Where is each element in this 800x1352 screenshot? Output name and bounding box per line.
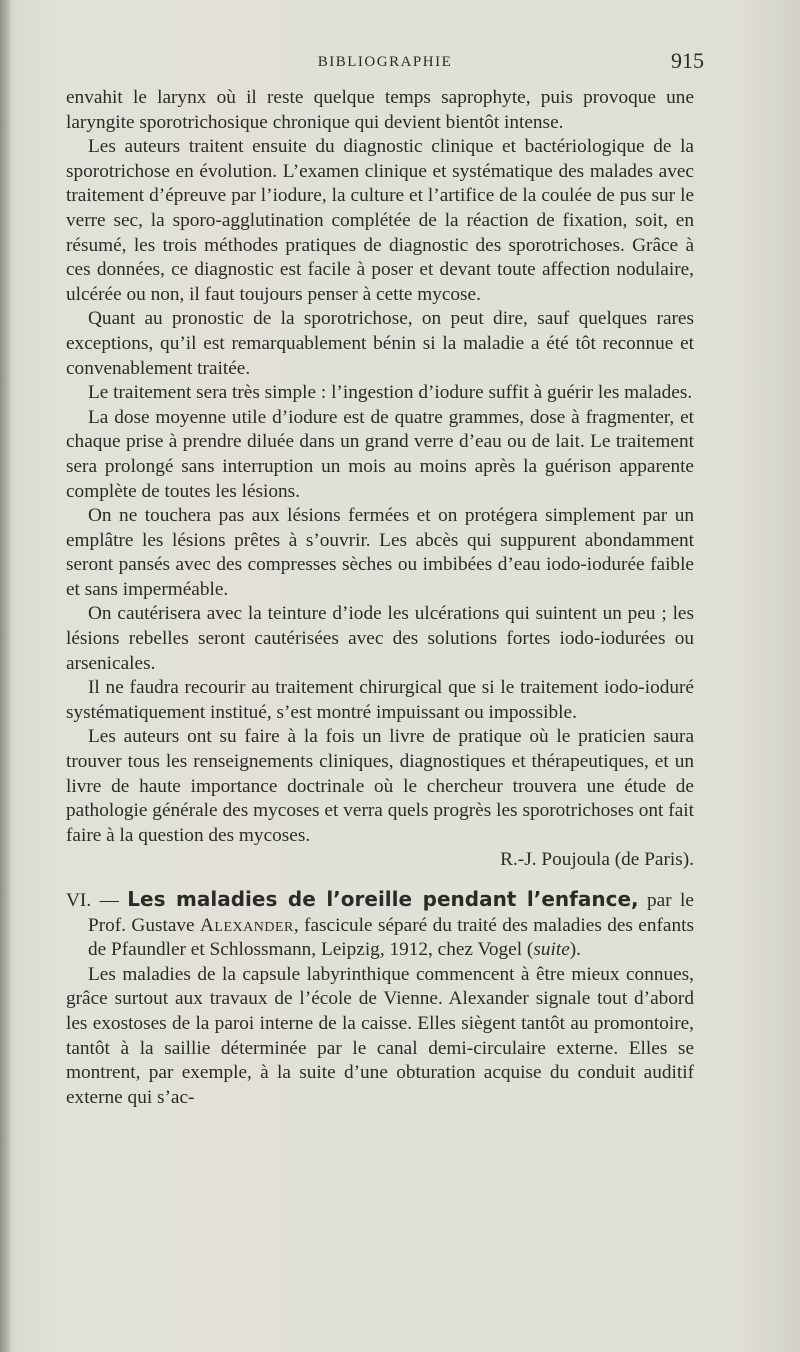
entry-author: Alexander [199, 914, 294, 936]
paragraph: La dose moyenne utile d’iodure est de quatre grammes, dose à fragmenter, et chaque prise à prendre diluée dans un grand verre d’eau ou de lait. Le traitement sera prolongé sans interruption un mois au moins après la guérison apparente complète de toutes les lésions. [66, 406, 694, 502]
paragraph: Il ne faudra recourir au traitement chirurgical que si le traitement iodo-ioduré systématiquement institué, s’est montré impuissant ou impossible. [66, 677, 694, 723]
book-spine-shadow [0, 0, 10, 1352]
review-entry-vi [66, 887, 694, 1110]
entry-number: VI. — [66, 890, 119, 911]
entry-details: , fascicule séparé du traité des maladies des enfants de Pfaundler et Schlossmann, Leipzig, 1912, chez Vogel ( [88, 914, 694, 961]
entry-by: par le Prof. Gustave [88, 890, 694, 936]
entry-title: Les maladies de l’oreille pendant l’enfance, [127, 887, 639, 911]
paragraph: Les maladies de la capsule labyrinthique commencent à être mieux connues, grâce surtout aux travaux de l’école de Vienne. Alexander signale tout d’abord les exostoses de la paroi interne de la caisse. Elles siègent tantôt au promontoire, tantôt à la saillie déterminée par le canal demi-circulaire externe. Elles se montrent, par exemple, à la suite d’une obturation acquise du conduit auditif externe qui s’ac- [66, 963, 694, 1108]
paragraph: Les auteurs ont su faire à la fois un livre de pratique où le praticien saura trouver tous les renseignements cliniques, diagnostiques et thérapeutiques, et un livre de haute importance doctrinale où le chercheur trouvera une étude de pathologie générale des mycoses et verra quels progrès les sporotrichoses ont fait faire à la question des mycoses. [66, 726, 694, 846]
paragraph: On cautérisera avec la teinture d’iode les ulcérations qui suintent un peu ; les lésions rebelles seront cautérisées avec des solutions fortes iodo-iodurées ou arsenicales. [66, 603, 694, 674]
page-number: 915 [671, 48, 704, 73]
paragraph: On ne touchera pas aux lésions fermées et on protégera simplement par un emplâtre les lésions prêtes à s’ouvrir. Les abcès qui suppurent abondamment seront pansés avec des compresses sèches ou imbibées d’eau iodo-iodurée faible et sans imperméable. [66, 505, 694, 600]
paragraph: Les auteurs traitent ensuite du diagnostic clinique et bactériologique de la sporotrichose en évolution. L’examen clinique et systématique des malades avec traitement d’épreuve par l’iodure, la culture et l’artifice de la coulée de pus sur le verre sec, la sporo-agglutination complétée de la réaction de fixation, soit, en résumé, les trois méthodes pratiques de diagnostic des sporotrichoses. Grâce à ces données, ce diagnostic est facile à poser et devant toute affection nodulaire, ulcérée ou non, il faut toujours penser à cette mycose. [66, 136, 694, 305]
entry-heading [66, 887, 694, 963]
entry-suite: suite [533, 939, 570, 961]
paragraph: envahit le larynx où il reste quelque temps saprophyte, puis provoque une laryngite sporotrichosique chronique qui devient bientôt intense. [66, 87, 694, 133]
paragraph: Le traitement sera très simple : l’ingestion d’iodure suffit à guérir les malades. [88, 382, 693, 404]
review-signature: R.-J. Poujoula (de Paris). [500, 849, 694, 871]
entry-close: ). [569, 939, 582, 961]
running-head [66, 48, 704, 76]
running-head-title: BIBLIOGRAPHIE [317, 54, 453, 70]
paragraph: Quant au pronostic de la sporotrichose, on peut dire, sauf quelques rares exceptions, qu’il est remarquablement bénin si la maladie a été tôt reconnue et convenablement traitée. [66, 308, 694, 379]
body-text [66, 86, 694, 1110]
